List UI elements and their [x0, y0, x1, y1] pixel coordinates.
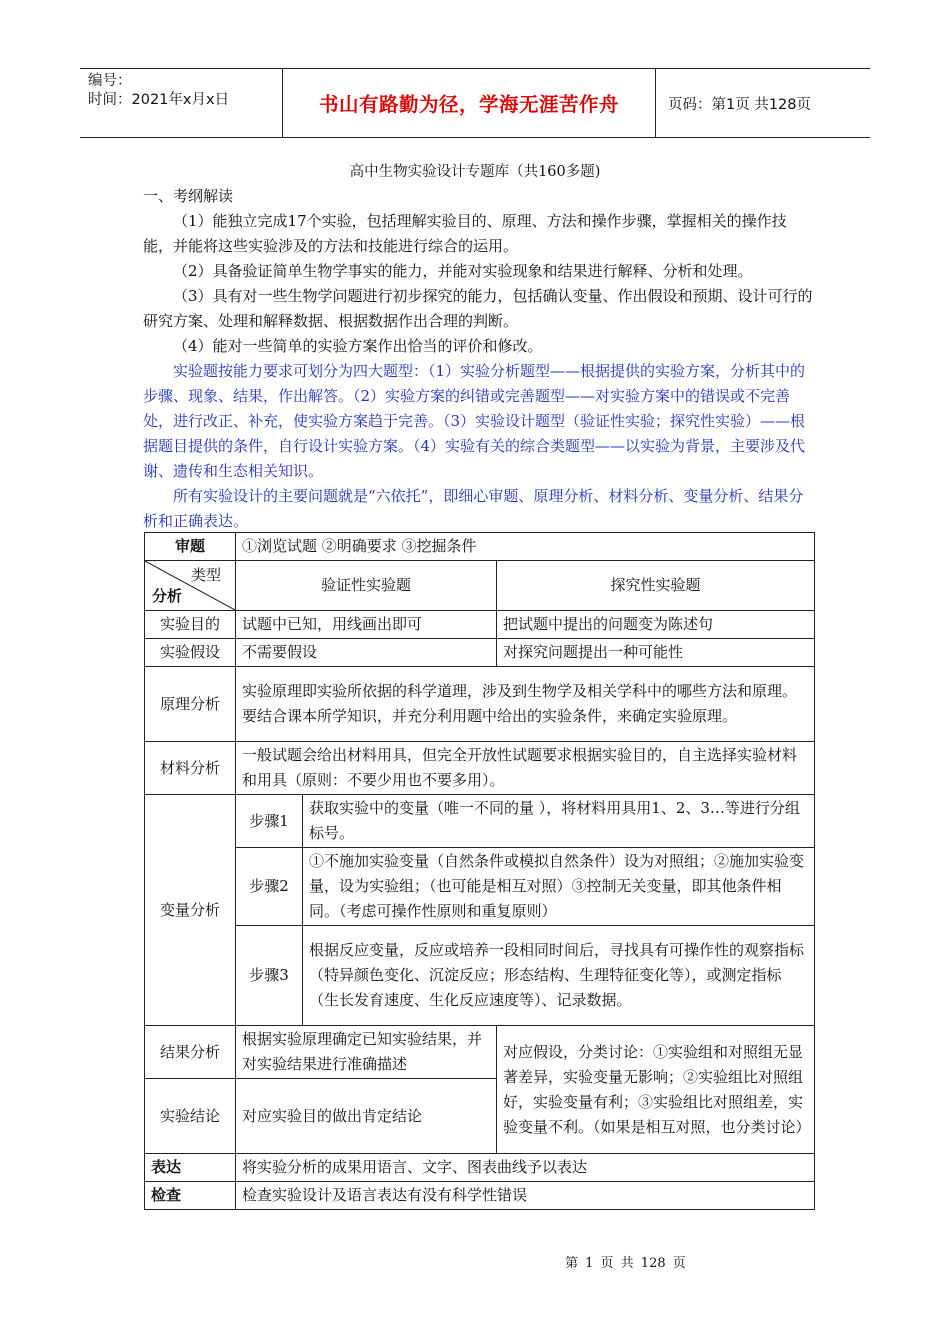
- document-title: 高中生物实验设计专题库（共160多题): [349, 164, 601, 180]
- col-header-verify: 验证性实验题: [236, 561, 497, 611]
- table-row: [145, 742, 815, 795]
- paragraph-1: （1）能独立完成17个实验，包括理解实验目的、原理、方法和操作步骤，掌握相关的操作技能，并能将这些实验涉及的方法和技能进行综合的运用。: [143, 212, 787, 255]
- six-supports-paragraph: 所有实验设计的主要问题就是“六依托”，即细心审题、原理分析、材料分析、变量分析、结果分析和正确表达。: [143, 487, 804, 530]
- shenti-value: ①浏览试题 ②明确要求 ③挖掘条件: [236, 533, 815, 561]
- conclusion-label: 实验结论: [145, 1079, 236, 1154]
- purpose-verify: 试题中已知，用线画出即可: [236, 611, 497, 639]
- question-types-paragraph: 实验题按能力要求可划分为四大题型：（1）实验分析题型——根据提供的实验方案，分析其中的步骤、现象、结果，作出解答。（2）实验方案的纠错或完善题型——对实验方案中的错误或不完善处，进行改正、补充，使实验方案趋于完善。（3）实验设计题型（验证性实验；探究性实验）——根据题目提供的条件，自行设计实验方案。（4）实验有关的综合类题型——以实验为背景，主要涉及代谢、遗传和生态相关知识。: [143, 362, 806, 480]
- conclusion-text: 对应实验目的做出肯定结论: [236, 1079, 497, 1154]
- material-label: 材料分析: [145, 742, 236, 795]
- shenti-label: 审题: [145, 533, 236, 561]
- table-row: [145, 926, 815, 1026]
- motto-text: 书山有路勤为径，学海无涯苦作舟: [318, 93, 619, 116]
- diagonal-header-cell: [145, 561, 236, 611]
- page-footer: 第 1 页 共 128 页: [565, 1256, 686, 1271]
- code-label: 编号：: [88, 73, 132, 89]
- step3-label: 步骤3: [236, 926, 303, 1026]
- check-text: 检查实验设计及语言表达有没有科学性错误: [236, 1182, 815, 1210]
- section-heading: 一、考纲解读: [143, 187, 234, 205]
- table-row: [145, 848, 815, 926]
- step1-label: 步骤1: [236, 795, 303, 848]
- table-row: [145, 795, 815, 848]
- check-label: 检查: [145, 1182, 236, 1210]
- header-meta: [80, 69, 288, 137]
- express-text: 将实验分析的成果用语言、文字、图表曲线予以表达: [236, 1154, 815, 1182]
- table-row: [145, 1154, 815, 1182]
- result-text: 根据实验原理确定已知实验结果，并对实验结果进行准确描述: [236, 1026, 497, 1079]
- table-row: [145, 1182, 815, 1210]
- header-motto: [282, 69, 656, 137]
- step1-text: 获取实验中的变量（唯一不同的量 ），将材料用具用1、2、3…等进行分组标号。: [303, 795, 815, 848]
- result-discussion: 对应假设，分类讨论：①实验组和对照组无显著差异，实验变量无影响；②实验组比对照组好，实验变量有利；③实验组比对照组差，实验变量不利。（如果是相互对照，也分类讨论）: [497, 1026, 815, 1154]
- table-row: [145, 561, 815, 611]
- principle-label: 原理分析: [145, 667, 236, 742]
- material-text: 一般试题会给出材料用具，但完全开放性试题要求根据实验目的，自主选择实验材料和用具（原则：不要少用也不要多用）。: [236, 742, 815, 795]
- col-header-explore: 探究性实验题: [497, 561, 815, 611]
- table-row: [145, 667, 815, 742]
- table-row: [145, 533, 815, 561]
- table-row: [145, 611, 815, 639]
- diagonal-type-label: 类型: [190, 566, 221, 584]
- time-label: 时间：2021年x月x日: [88, 92, 230, 108]
- purpose-explore: 把试题中提出的问题变为陈述句: [497, 611, 815, 639]
- page-info: 页码：第1页 共128页: [668, 96, 812, 113]
- table-row: [145, 1026, 815, 1079]
- step3-text: 根据反应变量，反应或培养一段相同时间后，寻找具有可操作性的观察指标（特异颜色变化、沉淀反应；形态结构、生理特征变化等），或测定指标（生长发育速度、生化反应速度等）、记录数据。: [303, 926, 815, 1026]
- express-label: 表达: [145, 1154, 236, 1182]
- experiment-design-table: [144, 532, 815, 1210]
- purpose-label: 实验目的: [145, 611, 236, 639]
- result-label: 结果分析: [145, 1026, 236, 1079]
- paragraph-3: （3）具有对一些生物学问题进行初步探究的能力，包括确认变量、作出假设和预期、设计可行的研究方案、处理和解释数据、根据数据作出合理的判断。: [143, 287, 813, 330]
- paragraph-2: （2）具备验证简单生物学事实的能力，并能对实验现象和结果进行解释、分析和处理。: [173, 262, 753, 280]
- hypothesis-label: 实验假设: [145, 639, 236, 667]
- variable-label: 变量分析: [145, 795, 236, 1026]
- table-row: [145, 639, 815, 667]
- hypothesis-verify: 不需要假设: [236, 639, 497, 667]
- step2-text: ①不施加实验变量（自然条件或模拟自然条件）设为对照组；②施加实验变量，设为实验组；（也可能是相互对照）③控制无关变量，即其他条件相同。（考虑可操作性原则和重复原则）: [303, 848, 815, 926]
- paragraph-4: （4）能对一些简单的实验方案作出恰当的评价和修改。: [173, 337, 543, 355]
- principle-text: 实验原理即实验所依据的科学道理，涉及到生物学及相关学科中的哪些方法和原理。要结合课本所学知识，并充分利用题中给出的实验条件，来确定实验原理。: [236, 667, 815, 742]
- page-header: [80, 68, 870, 138]
- step2-label: 步骤2: [236, 848, 303, 926]
- hypothesis-explore: 对探究问题提出一种可能性: [497, 639, 815, 667]
- diagonal-analysis-label: 分析: [152, 587, 183, 605]
